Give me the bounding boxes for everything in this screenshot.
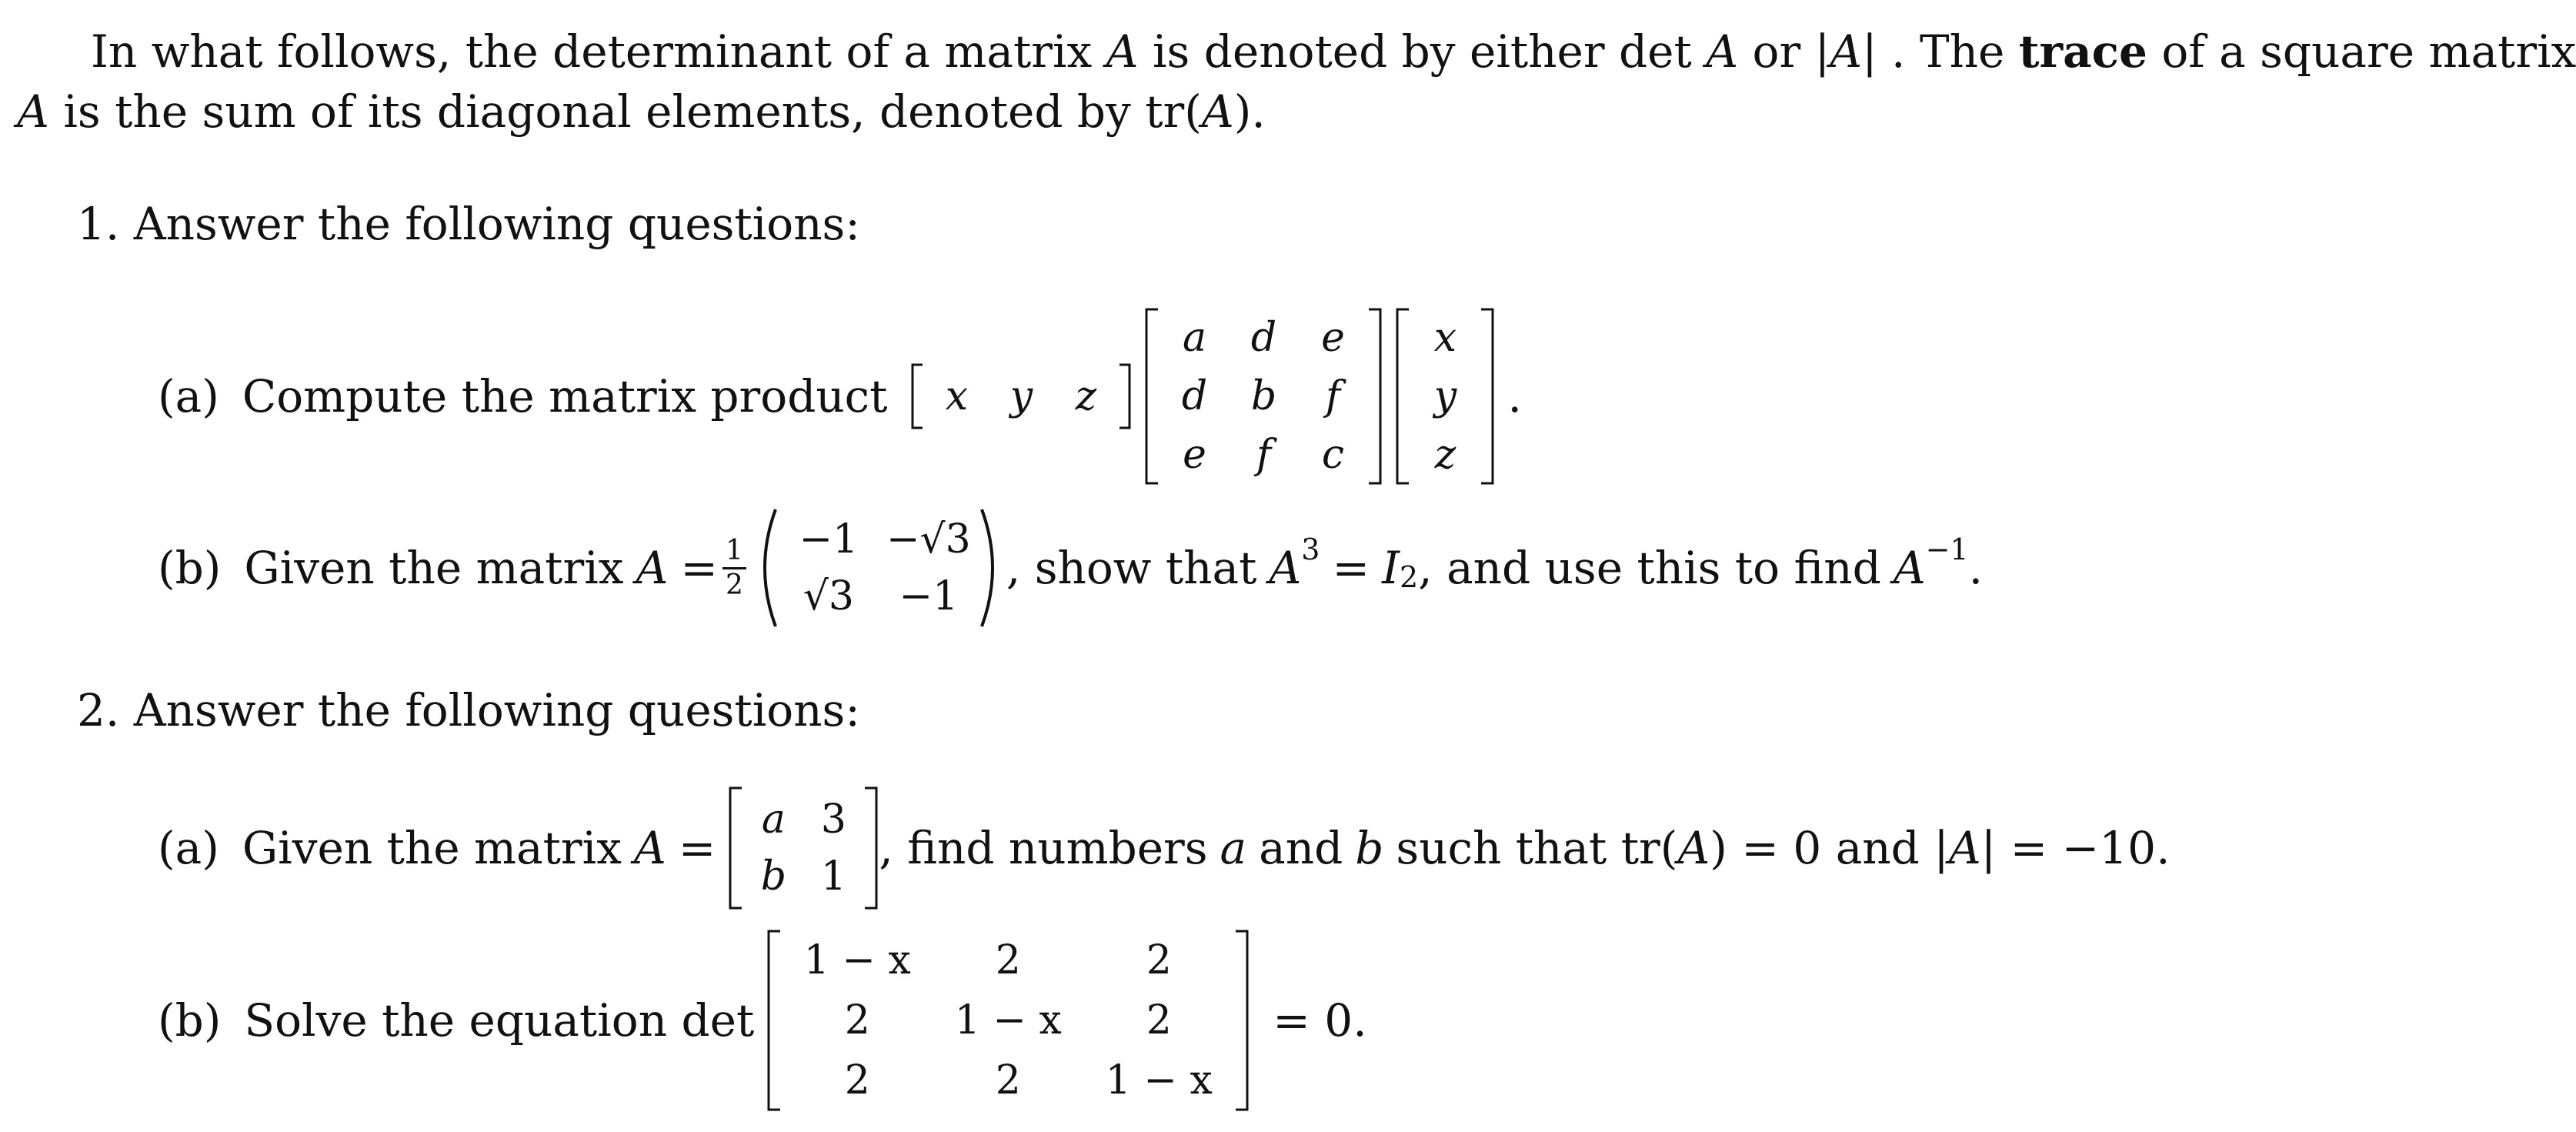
question-1b: (b) Given the matrix A = $\frac{1}{2}$ −1 −√3 √3 −1 , show that A 3 = I 2 , and use this to find A −1 . [158,506,1983,629]
matrix-3x3: 1 − x 2 2 2 1 − x 2 2 2 1 − x [803,937,1213,1104]
left-bracket [1395,308,1410,485]
question-text: Given the matrix [244,542,624,594]
right-bracket [863,786,879,910]
right-bracket [1234,930,1250,1111]
left-bracket [910,363,924,429]
fraction-one-half: $\frac{1}{2}$ [722,536,746,600]
part-label: (b) [158,542,222,594]
left-bracket [766,930,782,1111]
part-label: (b) [158,994,222,1047]
question-text: Given the matrix [242,822,622,874]
right-bracket [1367,308,1383,485]
right-bracket [1480,308,1495,485]
row-vector: x y z [945,373,1097,419]
matrix-2x2: a 3 b 1 [760,796,846,900]
column-vector: x y z [1433,315,1457,478]
left-paren [751,506,779,629]
right-paren [979,506,1006,629]
part-label: (a) [158,822,219,874]
intro-line-1: In what follows, the determinant of a matrix A is denoted by either det A or |A| . The trace of a square matrix [91,25,2576,78]
question-1a: (a) Compute the matrix product x y z a d e d b f e f c x y z . [158,308,1522,485]
question-2b: (b) Solve the equation det 1 − x 2 2 2 1 − x 2 2 2 1 − x = 0. [158,930,1367,1111]
intro-line-2: A is the sum of its diagonal elements, denoted by tr(A). [17,85,1266,138]
question-text: Solve the equation det [244,994,755,1047]
question-2-heading: 2. Answer the following questions: [77,684,860,736]
part-label: (a) [158,370,219,422]
term-trace: trace [2018,25,2147,78]
rotation-matrix: −1 −√3 √3 −1 [799,516,971,619]
symmetric-matrix: a d e d b f e f c [1181,315,1345,478]
left-bracket [728,786,743,910]
question-2a: (a) Given the matrix A = a 3 b 1 , find numbers a and b such that tr( A ) = 0 and | A | = −10. [158,786,2171,910]
question-1-heading: 1. Answer the following questions: [77,198,860,250]
left-bracket [1144,308,1160,485]
right-bracket [1118,363,1132,429]
question-text: Compute the matrix product [242,370,888,422]
